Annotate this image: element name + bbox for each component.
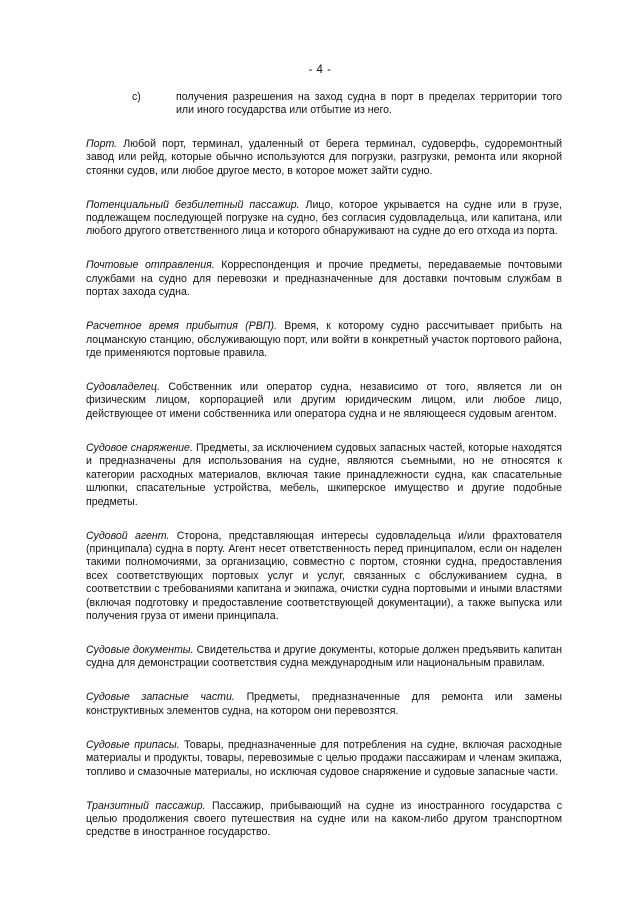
definition-potential-stowaway <box>86 199 562 239</box>
definition-text: Товары, предназначенные для потребления на судне, включая расходные материалы и продукты, товары, перевозимые с целью продажи пассажирам и членам экипажа, топливо и смазочные материалы, но исключая судовое снаряжение и судовые запасные части. <box>86 738 562 778</box>
definition-eta <box>86 320 562 360</box>
term: Судовые запасные части. <box>86 691 235 704</box>
definition-text: Предметы, предназначенные для ремонта или замены конструктивных элементов судна, на котором они перевозятся. <box>86 691 563 717</box>
list-marker: c) <box>132 91 141 103</box>
term: Судовой агент. <box>86 529 170 542</box>
term: Судовые припасы. <box>86 738 180 751</box>
definition-ship-equipment <box>86 442 562 509</box>
definition-shipowner <box>86 381 562 421</box>
definition-postal-items <box>86 259 562 299</box>
term: Судовладелец. <box>86 381 160 394</box>
definition-port <box>86 138 562 178</box>
definition-text: Предметы, за исключением судовых запасных частей, которые находятся и предназначены для использования на судне, являются съемными, но не относятся к категории расходных материалов, включая такие принадлежности судна, как спасательные шлюпки, спасательные устройства, мебель, шкиперское имущество и другие подобные предметы. <box>86 441 562 508</box>
definition-ship-documents <box>86 644 562 671</box>
definition-transit-passenger <box>86 800 562 840</box>
definition-ship-spare-parts <box>86 691 562 718</box>
document-body <box>86 91 562 860</box>
definition-ship-stores <box>86 739 562 779</box>
list-item-text: получения разрешения на заход судна в порт в пределах территории того или иного государства или отбытие из него. <box>176 91 562 117</box>
term: Расчетное время прибытия (РВП). <box>86 320 277 333</box>
term: Судовое снаряжение. <box>86 441 193 454</box>
list-item-c <box>86 91 562 118</box>
page-number: - 4 - <box>308 64 332 76</box>
definition-text: Собственник или оператор судна, независимо от того, является ли он физическим лицом, корпорацией или другим юридическим лицом, или любое лицо, действующее от имени собственника или оператора судна и не являющееся судовым агентом. <box>86 381 562 420</box>
term: Потенциальный безбилетный пассажир. <box>86 198 300 211</box>
term: Порт. <box>86 137 118 150</box>
definition-text: Сторона, представляющая интересы судовладельца и/или фрахтователя (принципала) судна в порту. Агент несет ответственность перед принципалом, если он наделен такими полномочиями, за организацию, совместно с портом, стоянки судна, предоставления всех соответствующих портовых услуг и услуг, связанных с обслуживанием судна, в соответствии с требованиями капитана и экипажа, очистки судна портовыми и иными властями (включая подготовку и предоставление соответствующей документации), а также выпуска или получения груза от имени принципала. <box>86 529 562 622</box>
definition-text: Любой порт, терминал, удаленный от берега терминал, судоверфь, судоремонтный завод или рейд, которые обычно используются для погрузки, разгрузки, ремонта или якорной стоянки судов, или любое другое место, в которое может зайти судно. <box>86 137 562 177</box>
definition-text: Корреспонденция и прочие предметы, передаваемые почтовыми службами на судно для перевозки и предназначенные для доставки почтовым службам в портах захода судна. <box>86 259 562 299</box>
definition-text: Время, к которому судно рассчитывает прибыть на лоцманскую станцию, обслуживающую порт, или войти в конкретный участок портового района, где применяются портовые правила. <box>86 320 562 360</box>
definition-text: Пассажир, прибывающий на судне из иностранного государства с целью продолжения своего путешествия на судне или на каком-либо другом транспортном средстве в иностранное государство. <box>86 799 563 839</box>
term: Транзитный пассажир. <box>86 799 206 812</box>
term: Почтовые отправления. <box>86 259 215 272</box>
definition-text: Свидетельства и другие документы, которые должен предъявить капитан судна для демонстрации соответствия судна международным или национальным правилам. <box>86 643 562 670</box>
definition-ship-agent <box>86 530 562 624</box>
term: Судовые документы. <box>86 643 194 656</box>
definition-text: Лицо, которое укрывается на судне или в грузе, подлежащем последующей погрузке на судно, без согласия судовладельца, или капитана, или любого другого ответственного лица и которого обнаруживают на судне до его отхода из порта. <box>86 198 562 238</box>
